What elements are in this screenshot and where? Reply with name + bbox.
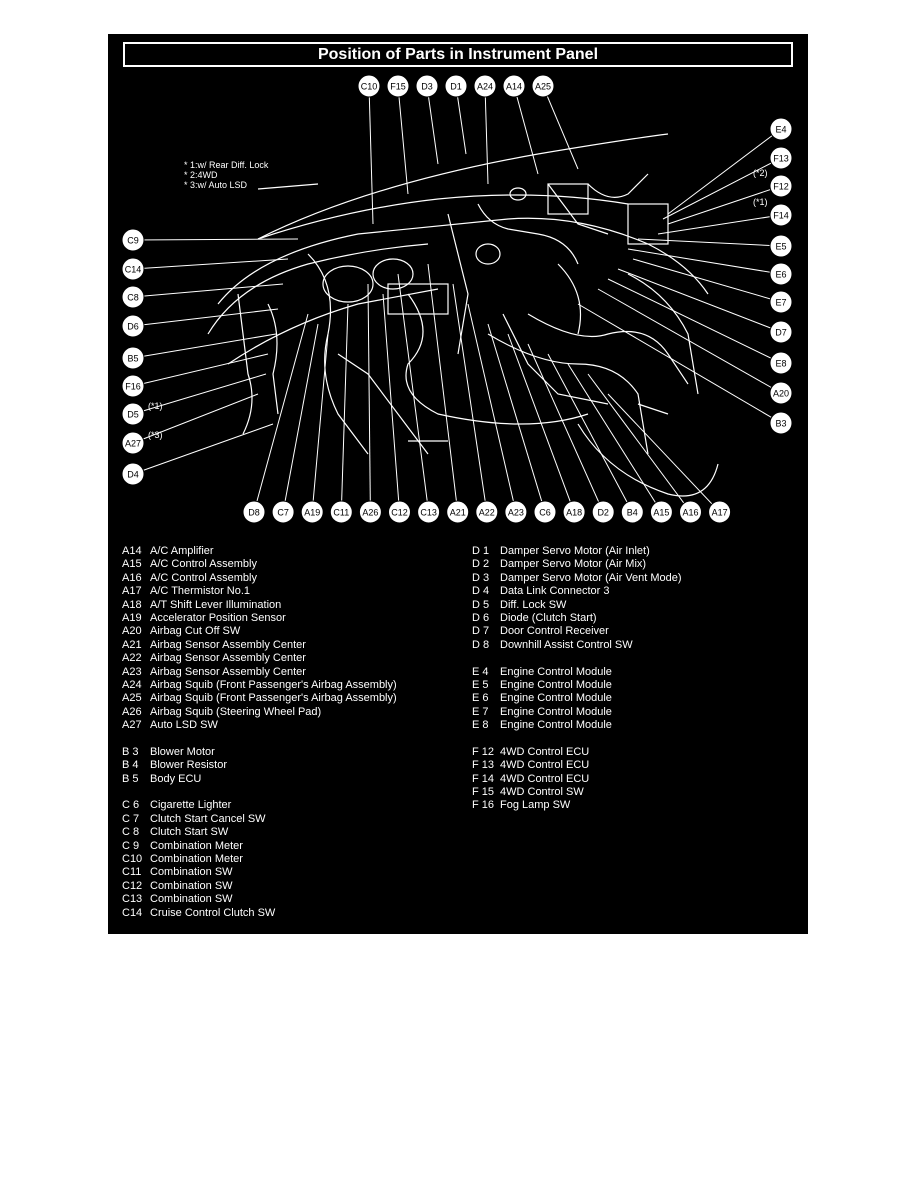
callout-note: (*3) [148,430,163,440]
callout-label: A15 [653,507,670,518]
callout-e7 [770,291,792,313]
legend-code: A21 [122,638,142,651]
leader-line-a25 [543,86,578,169]
legend-description: Airbag Sensor Assembly Center [150,652,306,665]
legend-item [122,666,397,679]
leader-line-c14 [133,259,288,269]
legend-code: F 15 [472,786,495,799]
callout-label: A14 [505,81,523,92]
legend-description: Cruise Control Clutch SW [150,906,276,919]
leader-line-c8 [133,284,283,297]
callout-a20 [770,382,792,404]
callout-d3 [416,75,438,97]
callout-label: B3 [775,418,787,429]
legend-code: D 2 [472,558,490,571]
callout-label: C7 [277,507,289,518]
callout-f16 [122,375,144,397]
legend-item [122,719,397,732]
legend-code: E 5 [472,678,489,691]
callout-b5 [122,347,144,369]
legend-code: D 8 [472,638,490,651]
legend-description: Airbag Sensor Assembly Center [150,638,306,651]
callout-label: A19 [304,507,321,518]
note-4wd: * 2:4WD [184,170,218,180]
legend-item [472,558,682,571]
callout-a27 [122,432,144,454]
legend-code: C 7 [122,812,140,825]
legend-item [122,826,397,839]
callout-a25 [532,75,554,97]
callout-label: F12 [773,181,789,192]
callout-f13 [770,147,792,169]
legend-item [122,612,397,625]
legend-code: D 3 [472,571,490,584]
legend-description: Blower Motor [150,745,215,758]
callout-c14 [122,258,144,280]
legend-item [472,612,682,625]
callout-label: C8 [127,292,139,303]
legend-item [122,813,397,826]
legend-code: D 4 [472,585,490,598]
callout-d7 [770,321,792,343]
callout-label: A18 [566,507,583,518]
legend-item [122,599,397,612]
callout-label: C14 [124,264,142,275]
legend-code: A15 [122,558,142,571]
legend-code: A19 [122,611,142,624]
callout-a17 [709,501,731,523]
legend-code: A23 [122,665,142,678]
callout-label: A21 [449,507,466,518]
callout-label: B4 [626,507,638,518]
callout-label: C11 [333,507,350,518]
legend-description: Combination Meter [150,839,243,852]
legend-description: Clutch Start SW [150,826,229,839]
legend-description: Diff. Lock SW [500,598,567,611]
legend-code: C12 [122,879,143,892]
callout-label: A20 [772,388,790,399]
legend-description: Airbag Squib (Steering Wheel Pad) [150,705,322,718]
callout-c11 [330,501,352,523]
legend-code: F 14 [472,772,495,785]
legend-description: Engine Control Module [500,678,612,691]
callout-label: E6 [775,269,787,280]
legend-code: A16 [122,571,142,584]
legend-code: A18 [122,598,142,611]
legend-item [472,599,682,612]
legend-left [122,545,397,920]
callout-label: D6 [127,321,139,332]
callout-label: C10 [360,81,378,92]
legend-item [122,893,397,906]
legend-description: Airbag Cut Off SW [150,625,241,638]
legend-item [122,625,397,638]
callout-a16 [680,501,702,523]
leader-line-c6 [488,324,545,512]
legend-code: E 6 [472,692,489,705]
legend-code: C 6 [122,799,140,812]
callout-label: A25 [534,81,552,92]
legend-item [122,545,397,558]
legend-item [122,585,397,598]
callout-d2 [592,501,614,523]
legend-right [472,545,682,813]
callout-label: D4 [127,469,139,480]
legend-code: C 8 [122,826,140,839]
legend-description: Engine Control Module [500,719,612,732]
callout-label: A26 [362,507,379,518]
callout-a14 [503,75,525,97]
callout-note: (*1) [753,197,768,207]
callout-a24 [474,75,496,97]
legend-code: F 16 [472,799,495,812]
legend-description: Engine Control Module [500,705,612,718]
legend-item [122,558,397,571]
legend-item [472,692,682,705]
callout-d8 [243,501,265,523]
legend-description: Blower Resistor [150,759,228,772]
legend-description: Accelerator Position Sensor [150,611,286,624]
callout-label: F15 [390,81,406,92]
callout-label: A16 [682,507,699,518]
legend-item [472,585,682,598]
legend-description: Diode (Clutch Start) [500,611,597,624]
legend-description: Combination Meter [150,852,243,865]
callout-b3 [770,412,792,434]
legend-description: A/C Control Assembly [150,571,257,584]
callout-c12 [389,501,411,523]
leader-line-a20 [598,289,781,393]
callout-c8 [122,286,144,308]
callout-e6 [770,263,792,285]
callout-d5 [122,403,144,425]
legend-description: Damper Servo Motor (Air Vent Mode) [500,571,682,584]
callout-a22 [476,501,498,523]
legend-item [122,853,397,866]
callout-f14 [770,204,792,226]
legend-code: A25 [122,692,142,705]
callout-label: B5 [127,353,139,364]
legend-description: Body ECU [150,772,202,785]
legend-description: Auto LSD SW [150,719,218,732]
leader-line-f15 [398,86,408,194]
callout-label: C12 [391,507,408,518]
leader-line-a19 [312,334,328,512]
callout-b4 [621,501,643,523]
legend-gap [472,732,682,745]
legend-item [472,799,682,812]
legend-code: E 4 [472,665,489,678]
callout-a26 [359,501,381,523]
callout-a18 [563,501,585,523]
leader-line-c12 [383,294,400,512]
legend-item [122,639,397,652]
legend-code: F 12 [472,745,495,758]
legend-item [122,907,397,920]
legend-item [472,786,682,799]
legend-code: D 1 [472,545,490,557]
legend-description: Fog Lamp SW [500,799,571,812]
legend-code: F 13 [472,759,495,772]
legend-item [122,759,397,772]
legend-code: C13 [122,893,143,906]
legend-description: A/C Thermistor No.1 [150,585,251,598]
callout-label: D2 [597,507,609,518]
leader-line-a24 [485,86,488,184]
callout-label: D8 [248,507,260,518]
callout-c13 [418,501,440,523]
legend-description: Damper Servo Motor (Air Mix) [500,558,647,571]
leader-line-e5 [638,239,781,246]
callout-label: E4 [775,124,787,135]
leader-line-a22 [453,284,487,512]
legend-code: D 6 [472,611,490,624]
legend-item [472,639,682,652]
legend-description: Damper Servo Motor (Air Inlet) [500,545,650,557]
legend-code: B 4 [122,759,139,772]
legend-description: 4WD Control SW [500,786,584,799]
legend-item [122,866,397,879]
legend-item [122,572,397,585]
legend-code: E 8 [472,719,489,732]
callout-a23 [505,501,527,523]
callout-label: D5 [127,409,139,420]
legend-code: C14 [122,906,143,919]
leader-line-a15 [568,364,661,512]
callout-label: A24 [476,81,494,92]
callout-e4 [770,118,792,140]
leader-line-c7 [283,324,318,512]
legend-code: A17 [122,585,142,598]
notes [184,160,269,190]
legend-item [122,652,397,665]
leader-lines [133,86,781,512]
legend-item [122,880,397,893]
legend-code: D 7 [472,625,490,638]
leader-line-d6 [133,309,278,326]
leader-line-c11 [341,304,348,512]
legend-item [122,679,397,692]
legend-item [472,759,682,772]
callout-label: F14 [773,210,789,221]
legend-code: B 5 [122,772,139,785]
leader-line-e8 [608,279,781,363]
legend-description: 4WD Control ECU [500,772,590,785]
legend-description: 4WD Control ECU [500,745,590,758]
callout-label: A27 [124,438,142,449]
callout-label: E7 [775,297,787,308]
diagram-panel [108,34,808,934]
legend-description: Engine Control Module [500,692,612,705]
legend-description: Airbag Squib (Front Passenger's Airbag Assembly) [150,678,397,691]
leader-line-b5 [133,334,276,358]
callout-label: C9 [127,235,139,246]
callout-a21 [447,501,469,523]
legend-item [472,679,682,692]
leader-line-a26 [368,284,370,512]
legend-item [122,692,397,705]
leader-line-f14 [658,215,781,234]
legend-item [122,799,397,812]
legend-code: A26 [122,705,142,718]
legend-description: Airbag Sensor Assembly Center [150,665,306,678]
callout-label: D1 [450,81,462,92]
leader-line-c13 [398,274,429,512]
legend-description: Cigarette Lighter [150,799,232,812]
legend-description: Data Link Connector 3 [500,585,610,598]
leader-line-c9 [133,239,298,240]
note-auto-lsd: * 3:w/ Auto LSD [184,180,248,190]
leader-line-c10 [369,86,373,224]
legend-code: C 9 [122,839,140,852]
legend-gap [472,652,682,665]
legend-item [122,840,397,853]
callout-a19 [301,501,323,523]
legend-description: Engine Control Module [500,665,612,678]
leader-line-b3 [578,304,781,423]
legend-code: A14 [122,545,142,557]
callout-d6 [122,315,144,337]
dashboard-artwork [208,134,718,496]
legend-code: B 3 [122,745,139,758]
legend-description: Combination SW [150,866,233,879]
callout-note: (*1) [148,401,163,411]
legend-item [472,746,682,759]
callout-f12 [770,175,792,197]
legend-code: A24 [122,678,142,691]
leader-line-d3 [427,86,438,164]
callout-label: F13 [773,153,789,164]
legend-item [472,773,682,786]
callout-label: A22 [478,507,495,518]
legend-description: A/C Amplifier [150,545,214,557]
leader-line-a16 [588,374,691,512]
callout-label: D3 [421,81,433,92]
callout-label: A17 [711,507,728,518]
legend-code: A22 [122,652,142,665]
page-title: Position of Parts in Instrument Panel [123,42,793,67]
legend-item [472,706,682,719]
callout-label: A23 [507,507,524,518]
leader-line-a21 [428,264,458,512]
legend-code: A20 [122,625,142,638]
legend-item [472,545,682,558]
callout-d1 [445,75,467,97]
legend-item [122,773,397,786]
legend-description: Clutch Start Cancel SW [150,812,266,825]
note-rear-diff-lock: * 1:w/ Rear Diff. Lock [184,160,269,170]
leader-line-d2 [528,344,603,512]
legend-description: A/C Control Assembly [150,558,257,571]
legend-item [472,572,682,585]
legend-item [122,706,397,719]
legend-description: Combination SW [150,879,233,892]
legend-item [472,666,682,679]
legend-item [472,719,682,732]
callout-c7 [272,501,294,523]
legend-description: Airbag Squib (Front Passenger's Airbag Assembly) [150,692,397,705]
callout-note: (*2) [753,168,768,178]
callout-label: D7 [775,327,787,338]
legend-item [472,625,682,638]
legend-description: A/T Shift Lever Illumination [150,598,282,611]
legend-code: D 5 [472,598,490,611]
callout-label: C13 [420,507,437,518]
legend-code: C10 [122,852,143,865]
callout-f15 [387,75,409,97]
instrument-panel-diagram [108,34,808,534]
legend-code: C11 [122,866,142,879]
callout-c9 [122,229,144,251]
leader-line-e6 [628,249,781,274]
callout-e8 [770,352,792,374]
legend-item [122,746,397,759]
legend-description: 4WD Control ECU [500,759,590,772]
leader-line-a14 [514,86,538,174]
callout-label: E5 [775,241,787,252]
callout-a15 [650,501,672,523]
legend-description: Downhill Assist Control SW [500,638,633,651]
callout-label: F16 [125,381,141,392]
callout-d4 [122,463,144,485]
callout-c10 [358,75,380,97]
callout-label: E8 [775,358,787,369]
callout-label: C6 [539,507,551,518]
legend-code: E 7 [472,705,489,718]
legend-code: A27 [122,719,142,732]
callout-c6 [534,501,556,523]
legend-gap [122,732,397,745]
legend-gap [122,786,397,799]
legend-description: Door Control Receiver [500,625,609,638]
legend-description: Combination SW [150,893,233,906]
leader-line-e7 [633,259,781,302]
callout-e5 [770,235,792,257]
